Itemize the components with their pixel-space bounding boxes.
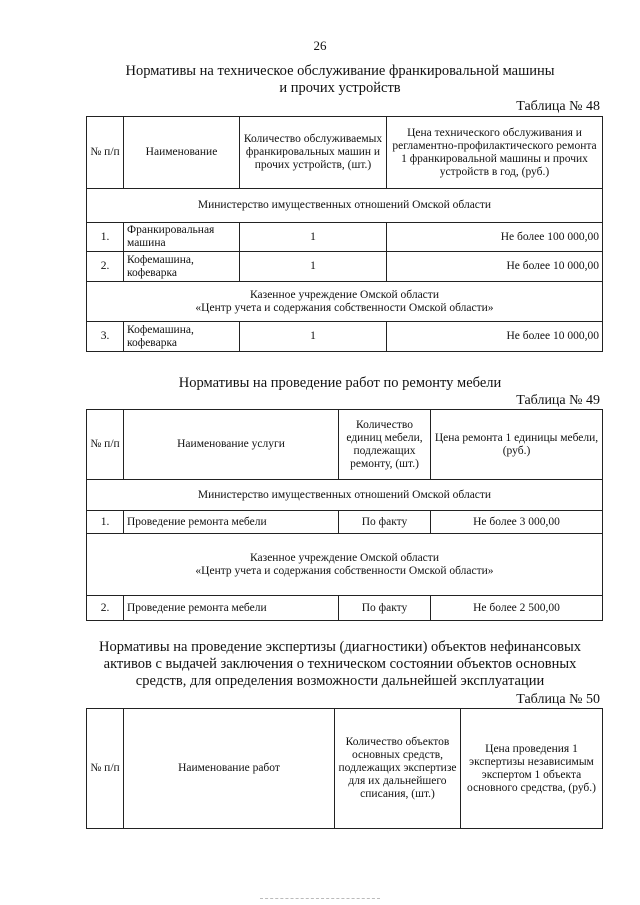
table-49-header-name: Наименование услуги — [124, 410, 339, 480]
table-50-header-price: Цена проведения 1 экспертизы независимым экспертом 1 объекта основного средства, (руб.) — [461, 709, 603, 829]
table-49 — [86, 409, 603, 621]
table-50-label: Таблица № 50 — [516, 692, 600, 707]
table-50-header-quantity: Количество объектов основных средств, подлежащих экспертизе для их дальнейшего списания, (шт.) — [335, 709, 461, 829]
table-49-header-price: Цена ремонта 1 единицы мебели, (руб.) — [431, 410, 603, 480]
row-price: Не более 3 000,00 — [431, 511, 603, 534]
table-48-header-number: № п/п — [87, 117, 124, 189]
table-row — [87, 223, 603, 252]
section-49-title: Нормативы на проведение работ по ремонту мебели — [178, 375, 502, 391]
page-bottom-mark — [260, 898, 380, 903]
table-48-group-row — [87, 189, 603, 223]
row-number: 3. — [87, 322, 124, 352]
row-name: Кофемашина, кофеварка — [124, 322, 240, 352]
row-price: Не более 100 000,00 — [387, 223, 603, 252]
group-line2: «Центр учета и содержания собственности Омской области» — [195, 301, 494, 314]
table-49-header-quantity: Количество единиц мебели, подлежащих ремонту, (шт.) — [339, 410, 431, 480]
table-48-group-row — [87, 282, 603, 322]
row-quantity: 1 — [240, 223, 387, 252]
section-48-title-line2: и прочих устройств — [279, 80, 401, 96]
row-name: Проведение ремонта мебели — [124, 596, 339, 621]
table-49-group-institution — [87, 534, 603, 596]
row-name: Проведение ремонта мебели — [124, 511, 339, 534]
table-48 — [86, 116, 603, 352]
table-50-header-name: Наименование работ — [124, 709, 335, 829]
table-50-header-number: № п/п — [87, 709, 124, 829]
table-49-header-row — [87, 410, 603, 480]
row-name: Кофемашина, кофеварка — [124, 252, 240, 282]
table-48-header-row — [87, 117, 603, 189]
table-50-header-row — [87, 709, 603, 829]
table-49-group-row — [87, 480, 603, 511]
row-quantity: По факту — [339, 511, 431, 534]
table-row — [87, 596, 603, 621]
table-48-group-ministry: Министерство имущественных отношений Омской области — [87, 189, 603, 223]
row-price: Не более 2 500,00 — [431, 596, 603, 621]
group-line1: Казенное учреждение Омской области — [250, 288, 439, 301]
table-row — [87, 252, 603, 282]
table-48-group-institution — [87, 282, 603, 322]
section-48-title-line1: Нормативы на техническое обслуживание франкировальной машины — [125, 63, 555, 79]
table-row — [87, 511, 603, 534]
row-number: 2. — [87, 596, 124, 621]
row-quantity: 1 — [240, 322, 387, 352]
table-row — [87, 322, 603, 352]
table-48-header-price: Цена технического обслуживания и регламентно-профилактического ремонта 1 франкировальной машины и прочих устройств в год, (руб.) — [387, 117, 603, 189]
row-name: Франкировальная машина — [124, 223, 240, 252]
table-49-label: Таблица № 49 — [516, 393, 600, 408]
row-quantity: 1 — [240, 252, 387, 282]
table-48-label: Таблица № 48 — [516, 99, 600, 114]
page-number: 26 — [313, 38, 327, 53]
row-quantity: По факту — [339, 596, 431, 621]
table-48-header-quantity: Количество обслуживаемых франкировальных машин и прочих устройств, (шт.) — [240, 117, 387, 189]
section-50-title-line1: Нормативы на проведение экспертизы (диагностики) объектов нефинансовых — [99, 639, 581, 655]
section-48-title — [60, 63, 620, 97]
section-50-title-line3: средств, для определения возможности дальнейшей эксплуатации — [135, 673, 545, 689]
row-price: Не более 10 000,00 — [387, 252, 603, 282]
row-number: 1. — [87, 223, 124, 252]
table-49-group-ministry: Министерство имущественных отношений Омской области — [87, 480, 603, 511]
section-50-title-line2: активов с выдачей заключения о техническом состоянии объектов основных — [103, 656, 577, 672]
row-number: 2. — [87, 252, 124, 282]
table-49-group-row — [87, 534, 603, 596]
group-line2: «Центр учета и содержания собственности Омской области» — [195, 564, 494, 577]
table-48-header-name: Наименование — [124, 117, 240, 189]
group-line1: Казенное учреждение Омской области — [250, 551, 439, 564]
row-number: 1. — [87, 511, 124, 534]
section-50-title — [40, 639, 640, 690]
table-49-header-number: № п/п — [87, 410, 124, 480]
row-price: Не более 10 000,00 — [387, 322, 603, 352]
table-50 — [86, 708, 603, 829]
